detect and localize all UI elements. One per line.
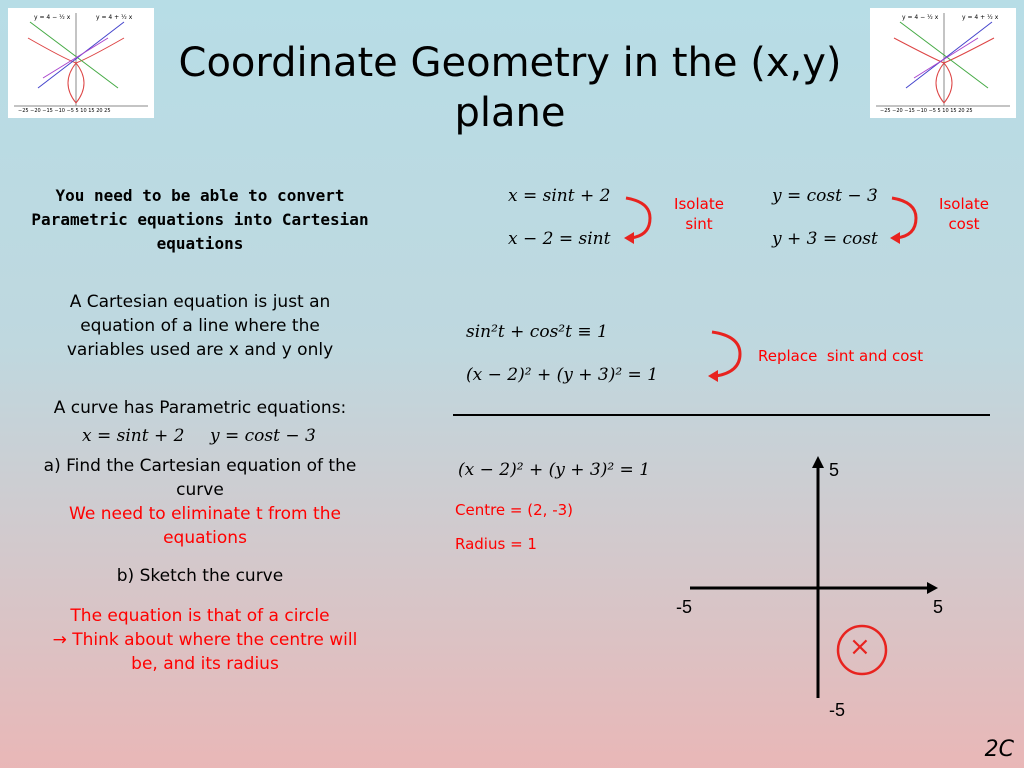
working-eq-y-isolated: y + 3 = cost [772, 229, 878, 249]
isolate-sint-arrow [620, 192, 660, 248]
param-y-equation: y = cost − 3 [210, 426, 316, 446]
isolate-cost-arrow [886, 192, 926, 248]
y-axis-max-label: 5 [829, 460, 840, 480]
part-a-hint: We need to eliminate t from the equations [69, 504, 341, 548]
y-axis-arrowhead [812, 456, 824, 468]
sketch-axes [680, 450, 950, 710]
thumb-left-ticks: −25 −20 −15 −10 −5 5 10 15 20 25 [18, 108, 111, 114]
curve-intro: A curve has Parametric equations: [53, 398, 347, 418]
param-x-equation: x = sint + 2 [82, 426, 185, 446]
slide-title: Coordinate Geometry in the (x,y) plane [178, 40, 842, 136]
working-eq-x-isolated: x − 2 = sint [508, 229, 611, 249]
working-eq-x: x = sint + 2 [508, 186, 611, 206]
thumb-left-label-1: y = 4 − ½ x [34, 14, 71, 21]
part-b-hint-line1: The equation is that of a circle [70, 606, 330, 626]
slide-number: 2C [984, 737, 1014, 762]
thumbnail-graph-left [8, 8, 154, 118]
thumb-right-label-2: y = 4 + ½ x [962, 14, 999, 21]
thumb-right-label-1: y = 4 − ½ x [902, 14, 939, 21]
x-axis-min-label: -5 [676, 597, 693, 617]
thumb-right-ticks: −25 −20 −15 −10 −5 5 10 15 20 25 [880, 108, 973, 114]
part-b-hint-line2: → Think about where the centre will be, and its radius [52, 630, 358, 674]
replace-note: Replace sint and cost [758, 347, 924, 365]
isolate-sint-note: Isolate sint [674, 195, 724, 233]
centre-marker: × [849, 632, 871, 662]
x-axis-max-label: 5 [933, 597, 944, 617]
y-axis-min-label: -5 [829, 700, 846, 720]
working-eq-y: y = cost − 3 [772, 186, 878, 206]
radius-label: Radius = 1 [455, 535, 537, 553]
x-axis-arrowhead [927, 582, 938, 594]
thumb-left-label-2: y = 4 + ½ x [96, 14, 133, 21]
trig-identity: sin²t + cos²t ≡ 1 [466, 322, 608, 342]
thumbnail-graph-right [870, 8, 1016, 118]
thumbnail-graph-right-svg [870, 8, 1016, 118]
section-divider [453, 414, 990, 416]
replace-arrow [704, 326, 752, 384]
part-a-question: a) Find the Cartesian equation of the curve [43, 456, 357, 500]
substituted-equation: (x − 2)² + (y + 3)² = 1 [466, 365, 659, 385]
isolate-cost-note: Isolate cost [939, 195, 989, 233]
circle-equation: (x − 2)² + (y + 3)² = 1 [458, 460, 651, 480]
centre-label: Centre = (2, -3) [455, 501, 574, 519]
cartesian-definition: A Cartesian equation is just an equation of a line where the variables used are x and y only [66, 292, 334, 360]
thumbnail-graph-left-svg [8, 8, 154, 118]
part-b-question: b) Sketch the curve [116, 566, 284, 586]
left-heading: You need to be able to convert Parametric equations into Cartesian equations [31, 186, 369, 253]
